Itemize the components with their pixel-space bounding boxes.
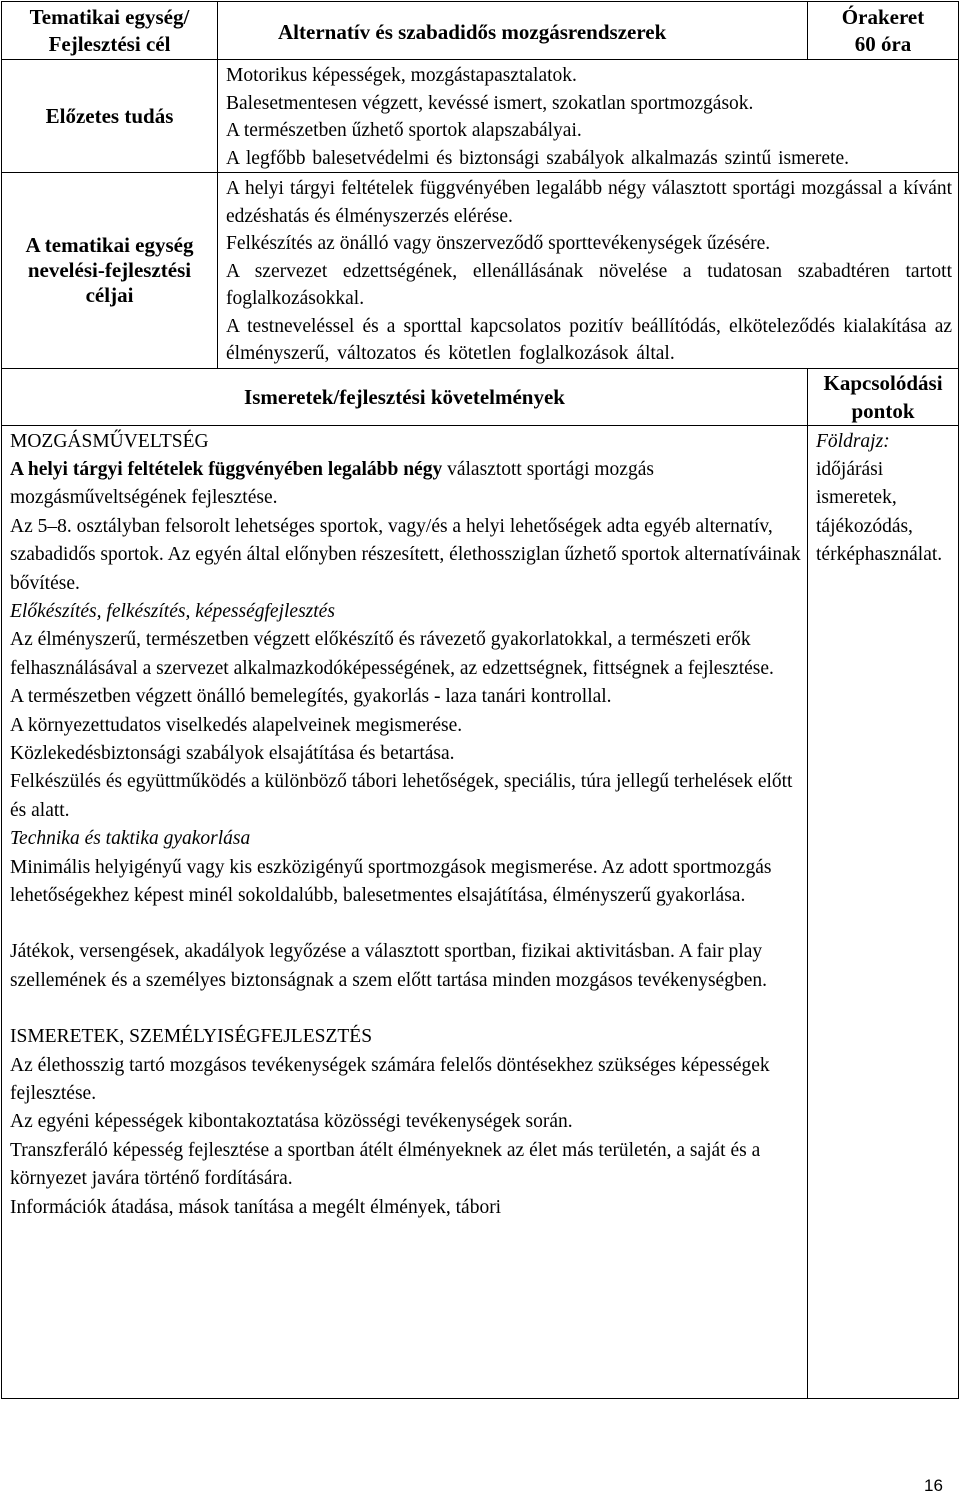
connection-subject: Földrajz: bbox=[816, 430, 890, 452]
prior-knowledge-label bbox=[2, 60, 218, 173]
preparation-line: Közlekedésbiztonsági szabályok elsajátítása és betartása. bbox=[10, 742, 455, 764]
spacer bbox=[10, 910, 801, 938]
requirements-intro bbox=[10, 456, 801, 513]
goals-content bbox=[218, 173, 959, 369]
knowledge-line: Az élethosszig tartó mozgásos tevékenységek számára felelős döntésekhez szükséges képességek fejlesztése. bbox=[10, 1054, 770, 1105]
requirements-sports-paragraph: Az 5–8. osztályban felsorolt lehetséges sportok, vagy/és a helyi lehetőségek adta egyéb alternatív, szabadidős sportok. Az egyén által előnyben részesített, élethossziglan űzhető sportok alternatíváinak bővítése. bbox=[10, 515, 801, 594]
goals-label-line2: nevelési-fejlesztési bbox=[27, 257, 192, 282]
connections-header-text: Kapcsolódási pontok bbox=[823, 370, 943, 423]
requirements-header bbox=[2, 368, 808, 425]
header-row bbox=[2, 2, 959, 60]
prior-knowledge-line: A természetben űzhető sportok alapszabályai. bbox=[226, 120, 582, 141]
curriculum-table bbox=[1, 1, 959, 1399]
requirements-intro-rest: választott sportági mozgás mozgásműveltségének fejlesztése. bbox=[10, 458, 654, 509]
header-unit-label-line1: Tematikai egység/ bbox=[29, 4, 190, 29]
section-title-knowledge: ISMERETEK, SZEMÉLYISÉGFEJLESZTÉS bbox=[10, 1026, 373, 1048]
subheading-technique: Technika és taktika gyakorlása bbox=[10, 828, 251, 850]
preparation-line: A környezettudatos viselkedés alapelveinek megismerése. bbox=[10, 714, 463, 736]
header-unit-label-line2: Fejlesztési cél bbox=[48, 31, 171, 56]
connections-header bbox=[808, 368, 959, 425]
connection-line: tájékozódás, bbox=[816, 515, 913, 537]
prior-knowledge-line: A legfőbb balesetvédelmi és biztonsági szabályok alkalmazás szintű ismerete. bbox=[226, 147, 850, 169]
connection-text-first: időjárási bbox=[816, 458, 884, 480]
connection-line: térképhasználat. bbox=[816, 544, 943, 566]
connections-first-line bbox=[816, 428, 952, 485]
knowledge-line: Információk átadása, mások tanítása a megélt élmények, tábori bbox=[10, 1196, 502, 1218]
technique-paragraph: Minimális helyigényű vagy kis eszközigényű sportmozgások megismerése. Az adott sportmozgás lehetőségekhez képest minél sokoldalúbb, balesetmentes elsajátítása, élményszerű gyakorlása. bbox=[10, 856, 772, 906]
requirements-intro-bold: A helyi tárgyi feltételek függvényében legalább négy bbox=[10, 458, 443, 480]
goal-item: A helyi tárgyi feltételek függvényében legalább négy választott sportági mozgással a kívánt edzéshatás és élményszerzés elérése. bbox=[226, 178, 953, 227]
preparation-line: Az élményszerű, természetben végzett előkészítő és rávezető gyakorlatokkal, a természeti erők felhasználásával a szervezet alkalmazkodóképességének, az edzettségnek, fittségnek a fejlesztése. bbox=[10, 629, 774, 679]
prior-knowledge-content bbox=[218, 60, 959, 173]
section-title-movement: MOZGÁSMŰVELTSÉG bbox=[10, 430, 209, 452]
spacer bbox=[10, 995, 801, 1023]
knowledge-line: Az egyéni képességek kibontakoztatása közösségi tevékenységek során. bbox=[10, 1111, 573, 1133]
unit-title bbox=[218, 2, 808, 60]
goals-label bbox=[2, 173, 218, 369]
hours-cell bbox=[808, 2, 959, 60]
unit-title-text: Alternatív és szabadidős mozgásrendszerek bbox=[278, 20, 667, 44]
section-header-row bbox=[2, 368, 959, 425]
goal-item: Felkészítés az önálló vagy önszerveződő sporttevékenységek űzésére. bbox=[226, 233, 771, 254]
hours-label: Órakeret bbox=[841, 4, 925, 29]
prior-knowledge-line: Balesetmentesen végzett, kevéssé ismert, szokatlan sportmozgások. bbox=[226, 92, 754, 114]
prior-knowledge-line: Motorikus képességek, mozgástapasztalatok. bbox=[226, 65, 577, 86]
page-number: 16 bbox=[924, 1476, 943, 1495]
goal-item: A testneveléssel és a sporttal kapcsolatos pozitív beállítódás, elköteleződés kialakítása az élményszerű, változatos és kötetlen foglalkozások által. bbox=[226, 315, 953, 364]
hours-value: 60 óra bbox=[854, 31, 912, 56]
requirements-content bbox=[2, 425, 808, 1398]
goals-row bbox=[2, 173, 959, 369]
preparation-line: Felkészülés és együttműködés a különböző tábori lehetőségek, speciális, túra jellegű terhelések előtt és alatt. bbox=[10, 771, 793, 821]
prior-knowledge-row bbox=[2, 60, 959, 173]
goal-item: A szervezet edzettségének, ellenállásának növelése a tudatosan szabadtéren tartott foglalkozásokkal. bbox=[226, 260, 953, 309]
goals-label-line3: céljai bbox=[85, 282, 134, 307]
subheading-preparation: Előkészítés, felkészítés, képességfejlesztés bbox=[10, 600, 335, 622]
goals-label-line1: A tematikai egység bbox=[25, 232, 194, 257]
content-row bbox=[2, 425, 959, 1398]
requirements-header-text: Ismeretek/fejlesztési követelmények bbox=[244, 384, 565, 409]
preparation-line: A természetben végzett önálló bemelegítés, gyakorlás - laza tanári kontrollal. bbox=[10, 686, 612, 708]
header-unit-label bbox=[2, 2, 218, 60]
knowledge-line: Transzferáló képesség fejlesztése a sportban átélt élményeknek az élet más területén, a saját és a környezet javára történő fordítására. bbox=[10, 1139, 761, 1190]
prior-knowledge-label-text: Előzetes tudás bbox=[45, 103, 174, 128]
games-paragraph: Játékok, versengések, akadályok legyőzése a választott sportban, fizikai aktivitásban. A fair play szellemének és a személyes biztonságnak a szem előtt tartása minden mozgásos tevékenységben. bbox=[10, 941, 767, 991]
connection-line: ismeretek, bbox=[816, 487, 897, 509]
connections-content bbox=[808, 425, 959, 1398]
